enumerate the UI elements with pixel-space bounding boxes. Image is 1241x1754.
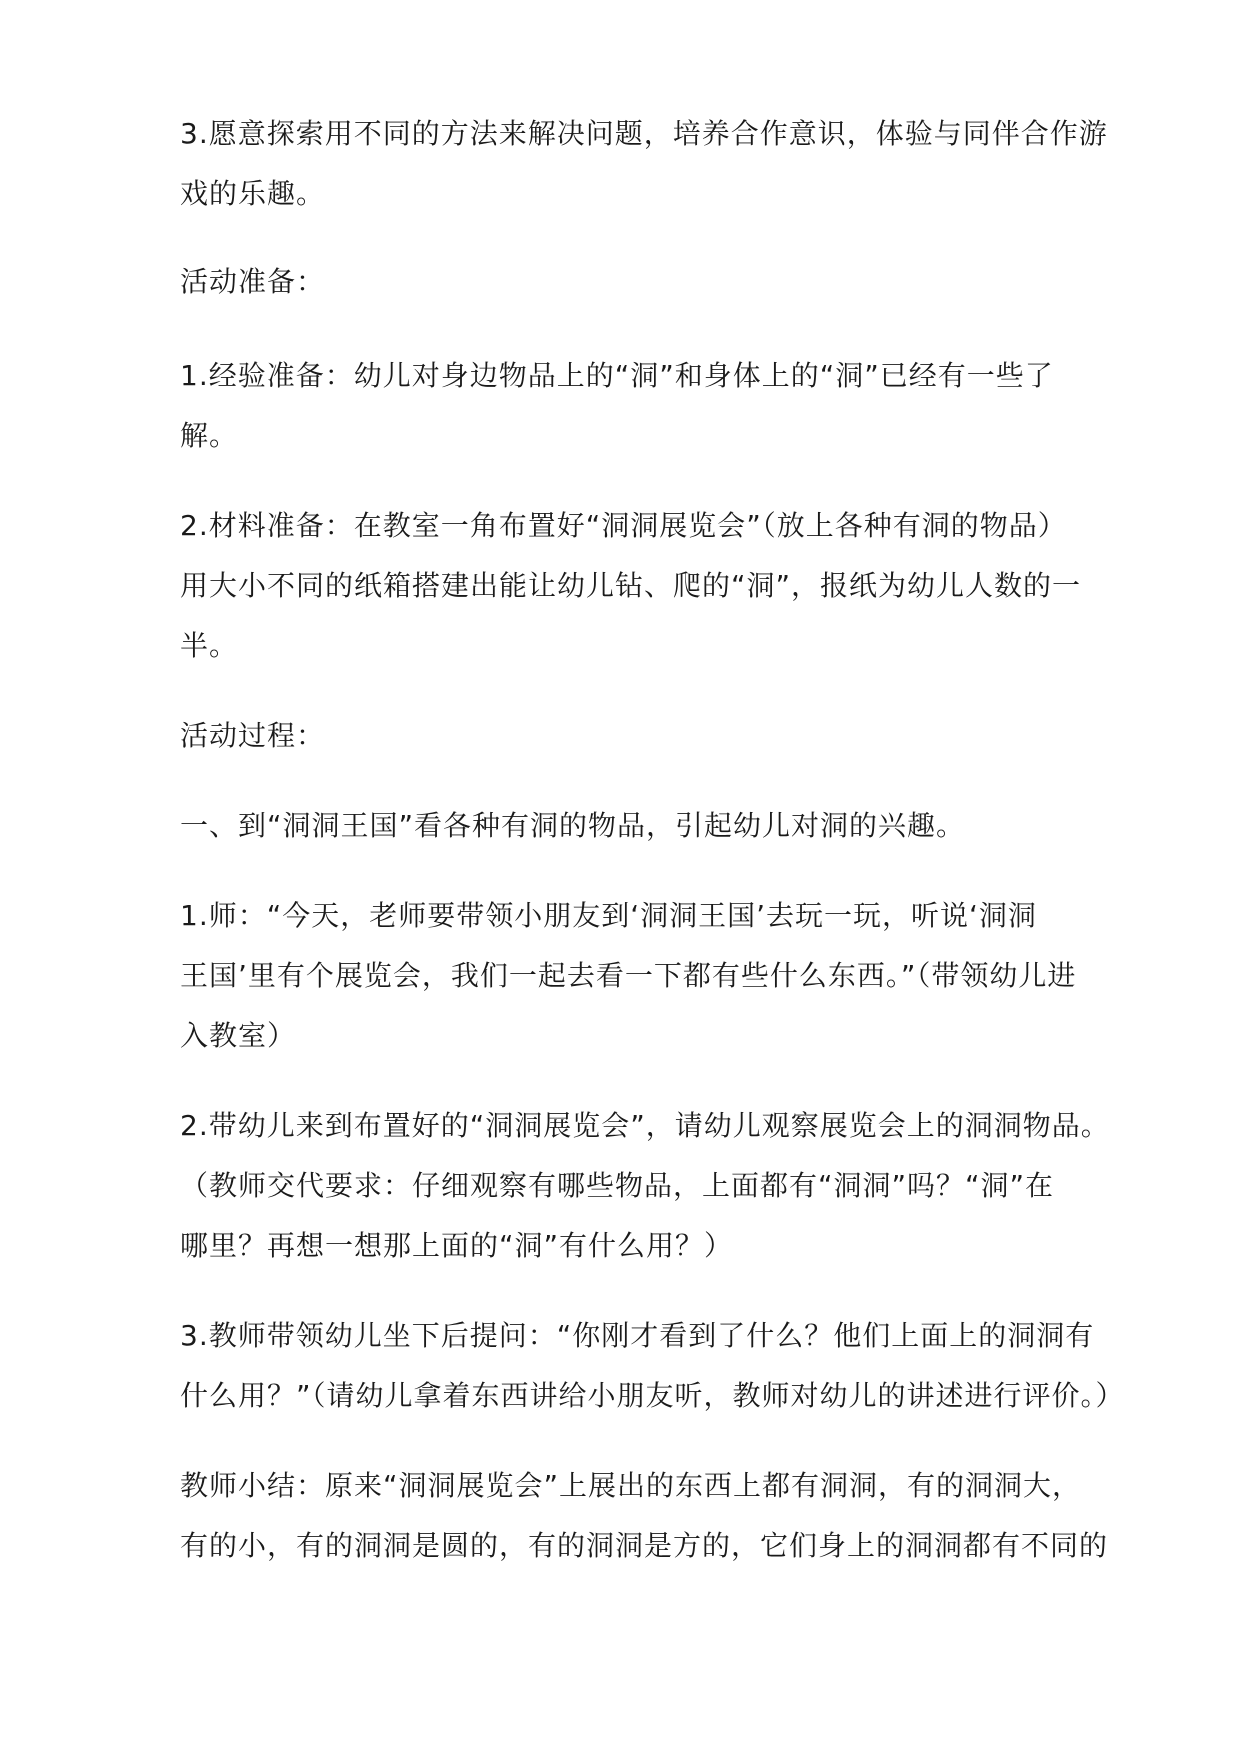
text-line: 1.师：“今天，老师要带领小朋友到‘洞洞王国’去玩一玩，听说‘洞洞 [180,899,1037,932]
text-line: 哪里？再想一想那上面的“洞”有什么用？） [180,1229,734,1262]
text-line: 入教室） [180,1019,297,1052]
text-line: 一、到“洞洞王国”看各种有洞的物品，引起幼儿对洞的兴趣。 [180,809,966,842]
text-line: 1.经验准备：幼儿对身边物品上的“洞”和身体上的“洞”已经有一些了 [180,359,1054,392]
text-line: 3.教师带领幼儿坐下后提问：“你刚才看到了什么？他们上面上的洞洞有 [180,1319,1095,1352]
text-line: 戏的乐趣。 [180,177,326,210]
text-line: 解。 [180,419,239,452]
text-line: 教师小结：原来“洞洞展览会”上展出的东西上都有洞洞，有的洞洞大， [180,1469,1082,1502]
text-line: 2.带幼儿来到布置好的“洞洞展览会”，请幼儿观察展览会上的洞洞物品。 [180,1109,1110,1142]
text-line: 半。 [180,629,239,662]
text-line: 有的小，有的洞洞是圆的，有的洞洞是方的，它们身上的洞洞都有不同的 [180,1529,1109,1562]
text-line: 什么用？”（请幼儿拿着东西讲给小朋友听，教师对幼儿的讲述进行评价。） [180,1379,1125,1412]
text-line: 2.材料准备：在教室一角布置好“洞洞展览会”（放上各种有洞的物品） [180,509,1067,542]
text-line: 用大小不同的纸箱搭建出能让幼儿钻、爬的“洞”，报纸为幼儿人数的一 [180,569,1082,602]
section-heading: 活动过程： [180,719,326,752]
section-heading: 活动准备： [180,265,326,298]
text-line: （教师交代要求：仔细观察有哪些物品，上面都有“洞洞”吗？“洞”在 [180,1169,1055,1202]
text-line: 3.愿意探索用不同的方法来解决问题，培养合作意识，体验与同伴合作游 [180,117,1108,150]
text-line: 王国’里有个展览会，我们一起去看一下都有些什么东西。”（带领幼儿进 [180,959,1077,992]
